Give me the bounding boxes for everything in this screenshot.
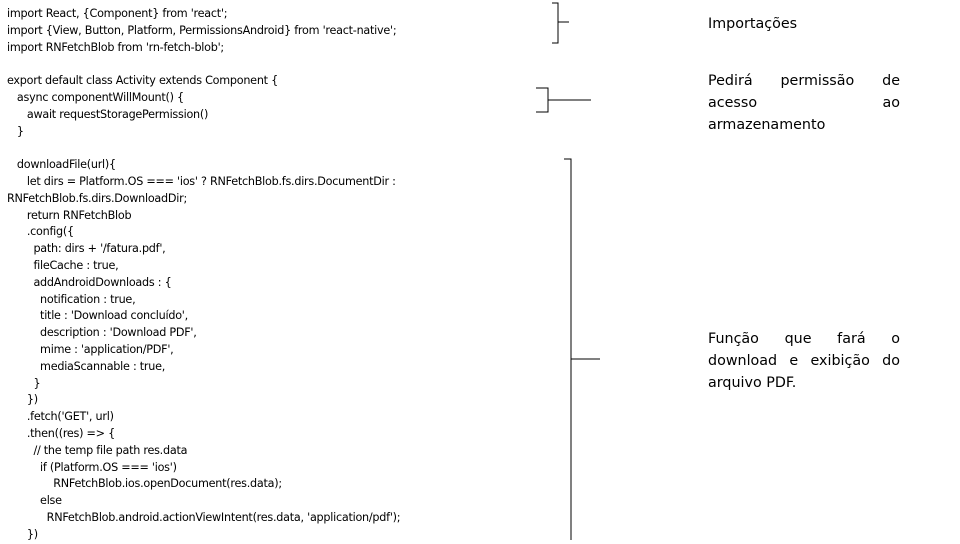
code-line: RNFetchBlob.ios.openDocument(res.data);	[7, 477, 282, 491]
code-line: .then((res) => {	[7, 426, 115, 440]
code-line: import RNFetchBlob from 'rn-fetch-blob';	[7, 40, 224, 54]
code-line: mediaScannable : true,	[7, 359, 166, 373]
imports-note: Importações	[708, 16, 798, 32]
code-line: }	[7, 124, 24, 138]
download-brace	[560, 150, 610, 540]
permission-note: Pedirá permissão de acesso ao armazenamento	[708, 73, 900, 133]
download-note-line: download e exibição do	[708, 353, 900, 369]
download-note-line: Função que fará o	[708, 331, 900, 347]
code-line: title : 'Download concluído',	[7, 309, 188, 323]
code-line: fileCache : true,	[7, 258, 119, 272]
code-line: .config({	[7, 225, 74, 239]
code-line: addAndroidDownloads : {	[7, 275, 172, 289]
code-line: notification : true,	[7, 292, 136, 306]
code-line	[7, 140, 527, 157]
code-line: mime : 'application/PDF',	[7, 342, 174, 356]
code-line: .fetch('GET', url)	[7, 410, 114, 424]
code-line: async componentWillMount() {	[7, 90, 184, 104]
code-line: description : 'Download PDF',	[7, 326, 197, 340]
code-line: // the temp file path res.data	[7, 443, 188, 457]
code-listing	[7, 6, 527, 544]
code-line: return RNFetchBlob	[7, 208, 132, 222]
download-note-line: arquivo PDF.	[708, 375, 797, 391]
code-line: RNFetchBlob.android.actionViewIntent(res.data, 'application/pdf');	[7, 510, 401, 524]
code-line: await requestStoragePermission()	[7, 107, 209, 121]
code-line	[7, 56, 527, 73]
code-line: path: dirs + '/fatura.pdf',	[7, 242, 166, 256]
code-line: if (Platform.OS === 'ios')	[7, 460, 177, 474]
code-line: RNFetchBlob.fs.dirs.DownloadDir;	[7, 191, 187, 205]
code-line: import React, {Component} from 'react';	[7, 7, 228, 20]
code-line: })	[7, 393, 38, 407]
code-line: }	[7, 376, 41, 390]
code-line: let dirs = Platform.OS === 'ios' ? RNFetchBlob.fs.dirs.DocumentDir :	[7, 174, 396, 188]
code-line: import {View, Button, Platform, PermissionsAndroid} from 'react-native';	[7, 23, 397, 37]
download-note	[708, 328, 900, 394]
imports-brace	[538, 0, 578, 50]
code-line: })	[7, 527, 38, 541]
code-line: export default class Activity extends Component {	[7, 74, 278, 88]
code-line: else	[7, 494, 62, 508]
code-line: downloadFile(url){	[7, 158, 116, 172]
permission-brace	[530, 84, 600, 116]
